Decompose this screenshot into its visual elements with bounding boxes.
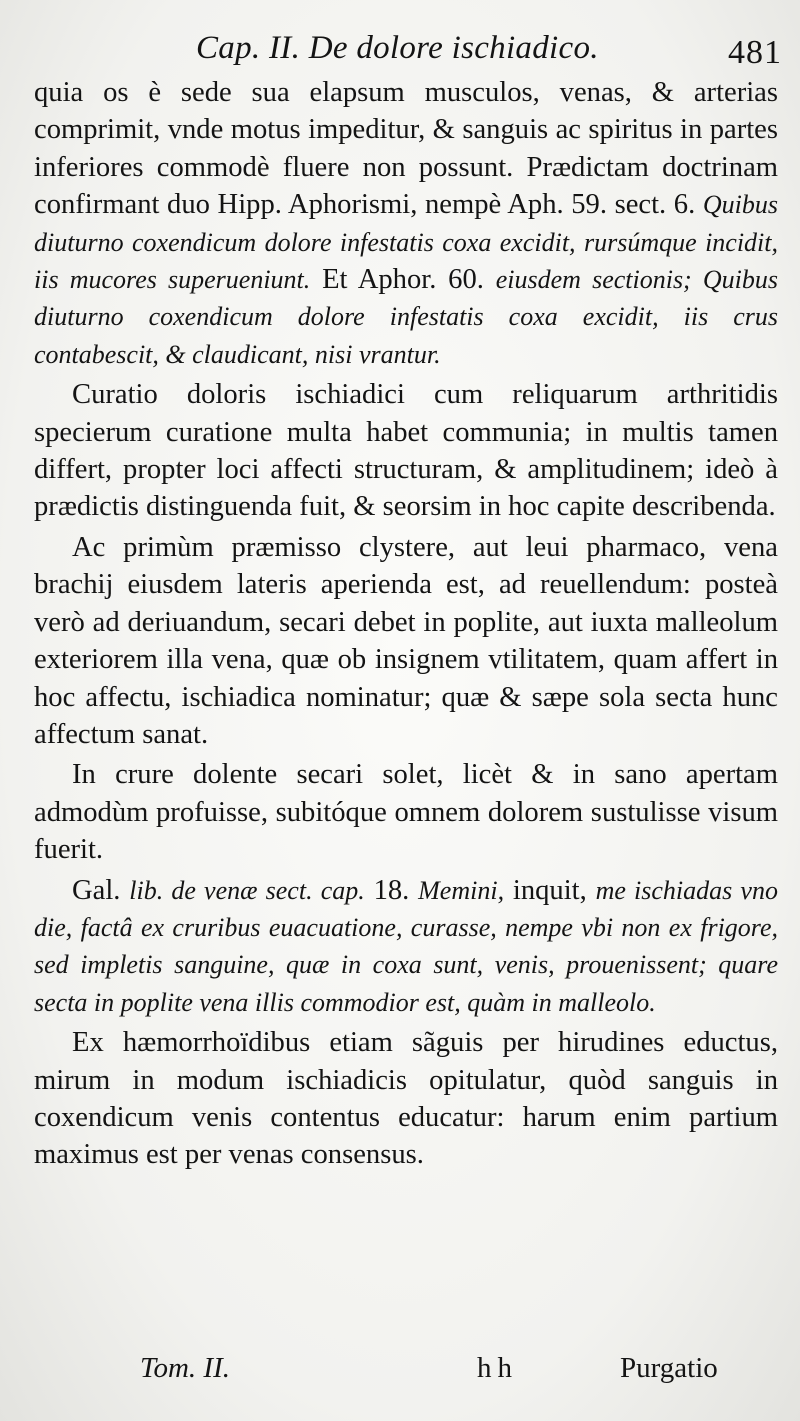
page-header bbox=[0, 24, 800, 80]
paragraph-crure: In crure dolente secari solet, licèt & in sano apertam admodùm profuisse, subitóque omnem dolorem sustulisse visum fuerit. bbox=[34, 759, 778, 866]
paragraph-text: Et Aphor. 60. bbox=[322, 264, 484, 296]
catchword: Purgatio bbox=[620, 1352, 718, 1384]
quote-verb: inquit, bbox=[512, 874, 587, 906]
aphorism-quote: eiusdem sectionis; Quibus diuturno coxendicum dolore infestatis coxa excidit, iis crus contabescit, & claudicant, nisi vrantur. bbox=[34, 265, 778, 369]
citation-number: 18. bbox=[373, 874, 410, 906]
paragraph-text: quia os è sede sua elapsum musculos, venas, & arterias comprimit, vnde motus impeditur, & sanguis ac spiritus in partes inferiores commodè fluere non possunt. Prædictam doctrinam confirmant duo Hipp. Aphorismi, nempè Aph. 59. sect. 6. bbox=[34, 77, 778, 221]
aphorism-quote: Quibus diuturno coxendicum dolore infestatis coxa excidit, rursúmque incidit, iis mucores superueniunt. bbox=[34, 190, 778, 295]
running-title: Cap. II. De dolore ischiadico. bbox=[196, 30, 599, 66]
paragraph-primum: Ac primùm præmisso clystere, aut leui pharmaco, vena brachij eiusdem lateris aperienda est, ad reuellendum: posteà verò ad deriuandum, secari debet in poplite, aut iuxta malleolum exteriorem illa vena, quæ ob insignem vtilitatem, quam affert in hoc affectu, ischiadica nominatur; quæ & sæpe sola secta hunc affectum sanat. bbox=[34, 531, 778, 750]
galen-quote: Memini, bbox=[418, 875, 505, 905]
paragraph-galen bbox=[34, 872, 778, 1022]
page-footer bbox=[0, 1346, 800, 1396]
citation-reference: lib. de venæ sect. cap. bbox=[129, 875, 365, 905]
galen-quote: me ischiadas vno die, factâ ex cruribus euacuatione, curasse, nempe vbi non ex frigore, sed impletis sanguine, quæ in coxa sunt, venis, prouenissent; quare secta in poplite vena illis commodior est, quàm in malleolo. bbox=[34, 875, 778, 1017]
gathering-signature: hh bbox=[477, 1352, 518, 1384]
paragraph-curatio: Curatio doloris ischiadici cum reliquarum arthritidis specierum curatione multa habet communia; in multis tamen differt, propter loci affecti structuram, & amplitudinem; ideò à prædictis distinguenda fuit, & seorsim in hoc capite describenda. bbox=[34, 379, 778, 523]
paragraph-haemorrhoids: Ex hæmorrhoïdibus etiam sãguis per hirudines eductus, mirum in modum ischiadicis opitulatur, quòd sanguis in coxendicum venis contentus educatur: harum enim partium maximus est per venas consensus. bbox=[34, 1027, 778, 1171]
main-text bbox=[34, 74, 778, 1174]
citation-author: Gal. bbox=[72, 874, 121, 906]
volume-signature: Tom. II. bbox=[140, 1352, 230, 1384]
paragraph-continuation bbox=[34, 74, 778, 373]
page-number: 481 bbox=[728, 34, 782, 71]
